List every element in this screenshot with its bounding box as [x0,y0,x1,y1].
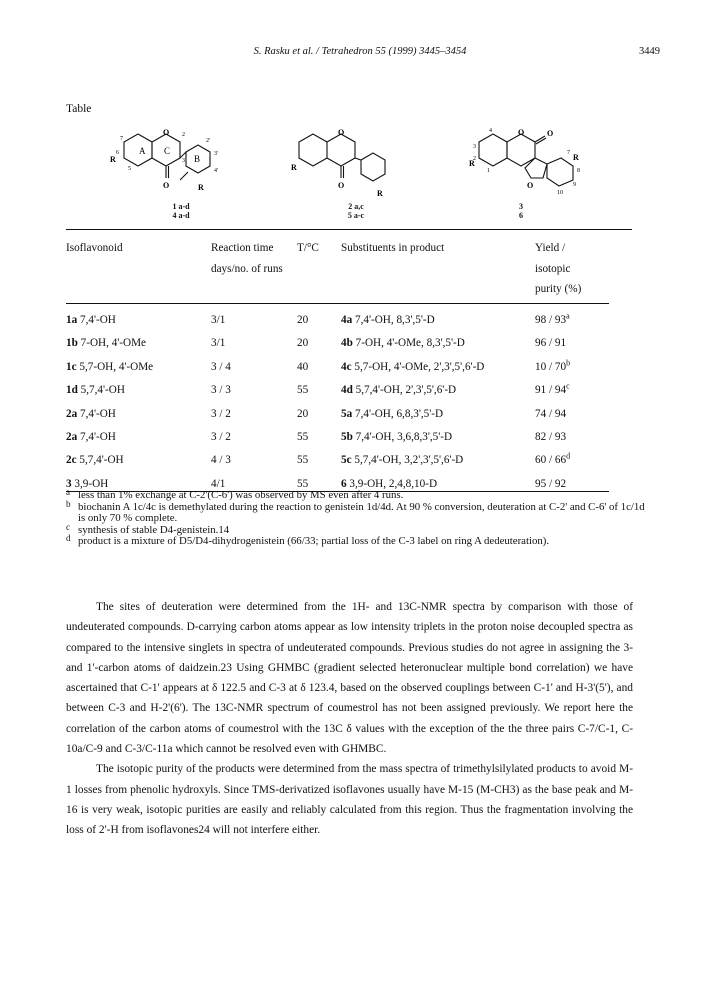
svg-text:R: R [377,189,383,198]
temperature-cell [297,314,308,326]
yield-value: 82 / 93 [535,431,567,443]
footnote-ref: b [566,358,571,368]
yield-cell [535,381,570,397]
yield-cell [535,358,571,373]
col-header-line: days/no. of runs [211,262,283,275]
svg-text:A: A [139,146,146,156]
svg-text:O: O [163,128,170,137]
product-substituents: 7-OH, 4'-OMe, 8,3',5'-D [352,337,465,350]
product-substituents: 7,4'-OH, 6,8,3',5'-D [352,407,444,420]
compound-name: 7,4'-OH [77,314,116,326]
svg-text:2': 2' [206,138,211,144]
temperature: 20 [297,314,309,326]
yield-value: 95 / 92 [535,477,567,490]
isoflavonoid-cell [66,384,125,396]
temperature-cell [297,408,308,420]
col-header-substituents: Substituents in product [341,242,445,254]
paragraph: The isotopic purity of the products were determined from the mass spectra of trimethylsilylated products to avoid M-1 losses from phenolic hydroxyls. Since TMS-derivatized isoflavones usually have M-15 (M-CH3) as the base peak and M-16 is very weak, isotopic purities are easily and reliably calculated from this region. Thus the fragmentation involving the loss of 2'-H from isoflavones24 will not interfere either. [66,763,633,837]
footnote-text: biochanin A 1c/4c is demethylated during the reaction to genistein 1d/4d. At 90 % conversion, deuteration at C-2' and C-6' of 1c/1d is only 70 % complete. [78,500,645,525]
reaction-time-cell [211,431,231,443]
col-header-temperature: T/°C [297,242,319,254]
table-row [66,431,632,451]
col-header-line: isotopic [535,262,571,275]
temperature-cell [297,337,308,349]
compound-label: 1 a-d [172,202,190,211]
reaction-time: 3/1 [211,314,226,326]
coumestan-diagram [461,120,621,202]
product-cell [341,314,435,326]
reaction-time: 4/1 [211,477,226,490]
product-cell [341,454,463,466]
yield-cell [535,311,570,326]
table-rule-header [66,303,609,304]
yield-cell [535,431,566,443]
compound-label: 5 a-c [347,211,365,220]
product-cell [341,384,456,396]
svg-text:3: 3 [182,158,185,164]
svg-text:3: 3 [473,144,476,150]
reaction-time-cell [211,361,231,373]
isoflavanone-structure [281,120,431,220]
product-substituents: 5,7,4'-OH, 3,2',3',5',6'-D [351,454,464,467]
svg-text:R: R [198,183,204,192]
product-id: 5b [341,431,353,443]
paragraph: The sites of deuteration were determined from the 1H- and 13C-NMR spectra by comparison with those of undeuterated compounds. D-carrying carbon atoms appear as low intensity triplets in the proton noise decoupled spectra as compared to the intensive singlets in spectra of undeuterated compounds. Previous studies do not agree in assigning the 3- and 1'-carbon atoms of daidzein.23 Using GHMBC (gradient selected heteronuclear multiple bond correlation) we have ascertained that C-1' appears at δ 122.5 and C-3 at δ 123.4, based on the observed couplings between C-1' and H-3'(5'), and between C-3 and H-2'(6'). The 13C-NMR spectrum of coumestrol has not been assigned previously. We report here the correlation of the carbon atoms of coumestrol with the 13C δ values with the exception of the the three pairs C-7/C-1, C-10a/C-9 and C-3/C-11a which cannot be resolved even with GHMBC. [66,601,633,756]
col-header-isoflavonoid: Isoflavonoid [66,242,123,254]
svg-text:R: R [110,155,116,164]
product-cell [341,408,443,420]
compound-label: 3 [519,202,523,211]
compound-name: 5,7,4'-OH [76,454,124,467]
yield-cell [535,408,566,420]
footnote-text: product is a mixture of D5/D4-dihydrogenistein (66/33; partial loss of the C-3 label on ring A dedeuteration). [78,535,550,548]
product-id: 6 [341,477,347,490]
isoflavonoid-cell [66,454,124,466]
table-row [66,381,632,404]
reaction-time: 3 / 2 [211,407,231,420]
svg-text:10: 10 [557,190,563,196]
compound-id: 1a [66,314,78,326]
compound-id: 2a [66,407,78,420]
isoflavonoid-cell [66,361,153,373]
product-substituents: 3,9-OH, 2,4,8,10-D [346,477,438,490]
temperature: 40 [297,360,309,373]
reaction-time: 3 / 4 [211,360,231,373]
isoflavanone-diagram [281,120,431,210]
footnote-mark: c [66,521,70,532]
svg-text:5: 5 [128,166,131,172]
reaction-time-cell [211,408,231,420]
body-text [66,597,633,841]
footnote-mark: a [66,487,70,497]
table-row [66,408,632,428]
table-row [66,337,632,357]
reaction-time-cell [211,314,225,326]
isoflavonoid-cell [66,431,116,443]
table-title: Table [66,103,92,115]
yield-value: 74 / 94 [535,407,567,420]
temperature-cell [297,384,308,396]
svg-text:O: O [338,181,345,190]
temperature: 55 [297,384,309,397]
isoflavonoid-cell [66,314,116,326]
footnote [66,498,646,525]
reaction-time-cell [211,384,231,396]
product-substituents: 5,7,4'-OH, 2',3',5',6'-D [352,384,457,397]
reaction-time-cell [211,454,231,466]
product-substituents: 7,4'-OH, 3,6,8,3',5'-D [352,431,453,443]
svg-text:R: R [291,163,297,172]
temperature: 20 [297,407,309,420]
temperature-cell [297,361,308,373]
yield-value: 96 / 91 [535,337,567,350]
svg-text:7: 7 [567,150,570,156]
svg-text:2: 2 [473,156,476,162]
svg-text:4: 4 [489,128,492,134]
yield-cell [535,478,566,490]
product-substituents: 5,7-OH, 4'-OMe, 2',3',5',6'-D [351,360,485,373]
svg-text:6: 6 [116,150,119,156]
isoflavonoid-cell [66,337,146,349]
running-header [60,46,660,60]
svg-text:B: B [194,154,201,164]
footnote-mark: b [66,498,71,509]
svg-text:R: R [573,153,579,162]
compound-name: 5,7,4'-OH [77,384,125,397]
product-id: 4c [341,360,352,373]
yield-value: 60 / 66 [535,454,567,467]
compound-id: 2c [66,454,77,467]
product-id: 5c [341,454,352,467]
compound-id: 3 [66,477,72,490]
table-row [66,311,632,334]
svg-text:R: R [469,159,475,168]
compound-name: 7,4'-OH [77,431,116,443]
reaction-time: 3 / 2 [211,431,231,443]
compound-label: 2 a,c [348,202,364,211]
footnote-text: less than 1% exchange at C-2'(C-6') was observed by MS even after 4 runs. [78,489,404,501]
reaction-time: 4 / 3 [211,454,231,467]
col-header-line: Yield / [535,242,566,254]
svg-text:7: 7 [120,136,123,142]
svg-text:4': 4' [214,168,219,174]
table-rule-top [66,229,632,230]
product-id: 4a [341,314,353,326]
product-cell [341,337,465,349]
col-header-yield [535,238,581,300]
compound-label: 6 [519,211,523,220]
footnote-ref: a [566,311,570,321]
compound-id: 1d [66,384,78,397]
product-id: 4b [341,337,353,350]
compound-id: 1b [66,337,78,350]
footnote-ref: d [566,451,571,461]
temperature: 55 [297,431,309,443]
table-row [66,358,632,381]
footnote-ref: c [566,381,570,391]
structure-row [66,120,632,225]
svg-text:O: O [527,181,534,190]
col-header-line: Reaction time [211,242,274,254]
svg-text:C: C [164,146,171,156]
temperature-cell [297,454,308,466]
compound-name: 7,4'-OH [77,407,116,420]
compound-name: 5,7-OH, 4'-OMe [76,360,154,373]
isoflavone-structure [106,120,256,220]
svg-text:O: O [547,129,554,138]
svg-text:1: 1 [487,168,490,174]
page-number: 3449 [639,46,660,57]
yield-value: 91 / 94 [535,384,567,397]
product-cell [341,361,484,373]
footnote [66,533,646,548]
compound-name: 7-OH, 4'-OMe [77,337,147,350]
compound-name: 3,9-OH [71,477,109,490]
reaction-time: 3/1 [211,337,226,350]
reaction-time-cell [211,337,225,349]
footnote-mark: d [66,533,71,544]
reaction-time-cell [211,478,225,490]
svg-text:O: O [338,128,345,137]
compound-id: 2a [66,431,78,443]
isoflavonoid-cell [66,408,116,420]
temperature: 55 [297,477,309,490]
product-id: 4d [341,384,353,397]
svg-text:O: O [163,181,170,190]
product-substituents: 7,4'-OH, 8,3',5'-D [352,314,435,326]
yield-value: 10 / 70 [535,360,567,373]
footnote-text: synthesis of stable D4-genistein.14 [78,523,230,536]
svg-text:O: O [518,128,525,137]
table-footnotes [66,487,646,548]
temperature: 20 [297,337,309,350]
compound-label: 4 a-d [172,211,190,220]
yield-value: 98 / 93 [535,314,567,326]
compound-id: 1c [66,360,77,373]
svg-text:8: 8 [577,168,580,174]
table-row [66,451,632,474]
product-id: 5a [341,407,353,420]
col-header-reaction-time [211,238,283,279]
coumestan-structure [461,120,621,220]
isoflavonoid-cell [66,478,108,490]
yield-cell [535,337,566,349]
temperature: 55 [297,454,309,467]
temperature-cell [297,431,308,443]
product-cell [341,431,452,443]
svg-text:2: 2 [182,132,185,138]
product-cell [341,478,437,490]
temperature-cell [297,478,308,490]
col-header-line: purity (%) [535,283,582,295]
svg-text:3': 3' [214,151,219,157]
isoflavone-diagram [106,120,256,202]
journal-citation: S. Rasku et al. / Tetrahedron 55 (1999) 3445–3454 [253,46,467,57]
reaction-time: 3 / 3 [211,384,231,397]
svg-text:9: 9 [573,182,576,188]
yield-cell [535,451,571,467]
